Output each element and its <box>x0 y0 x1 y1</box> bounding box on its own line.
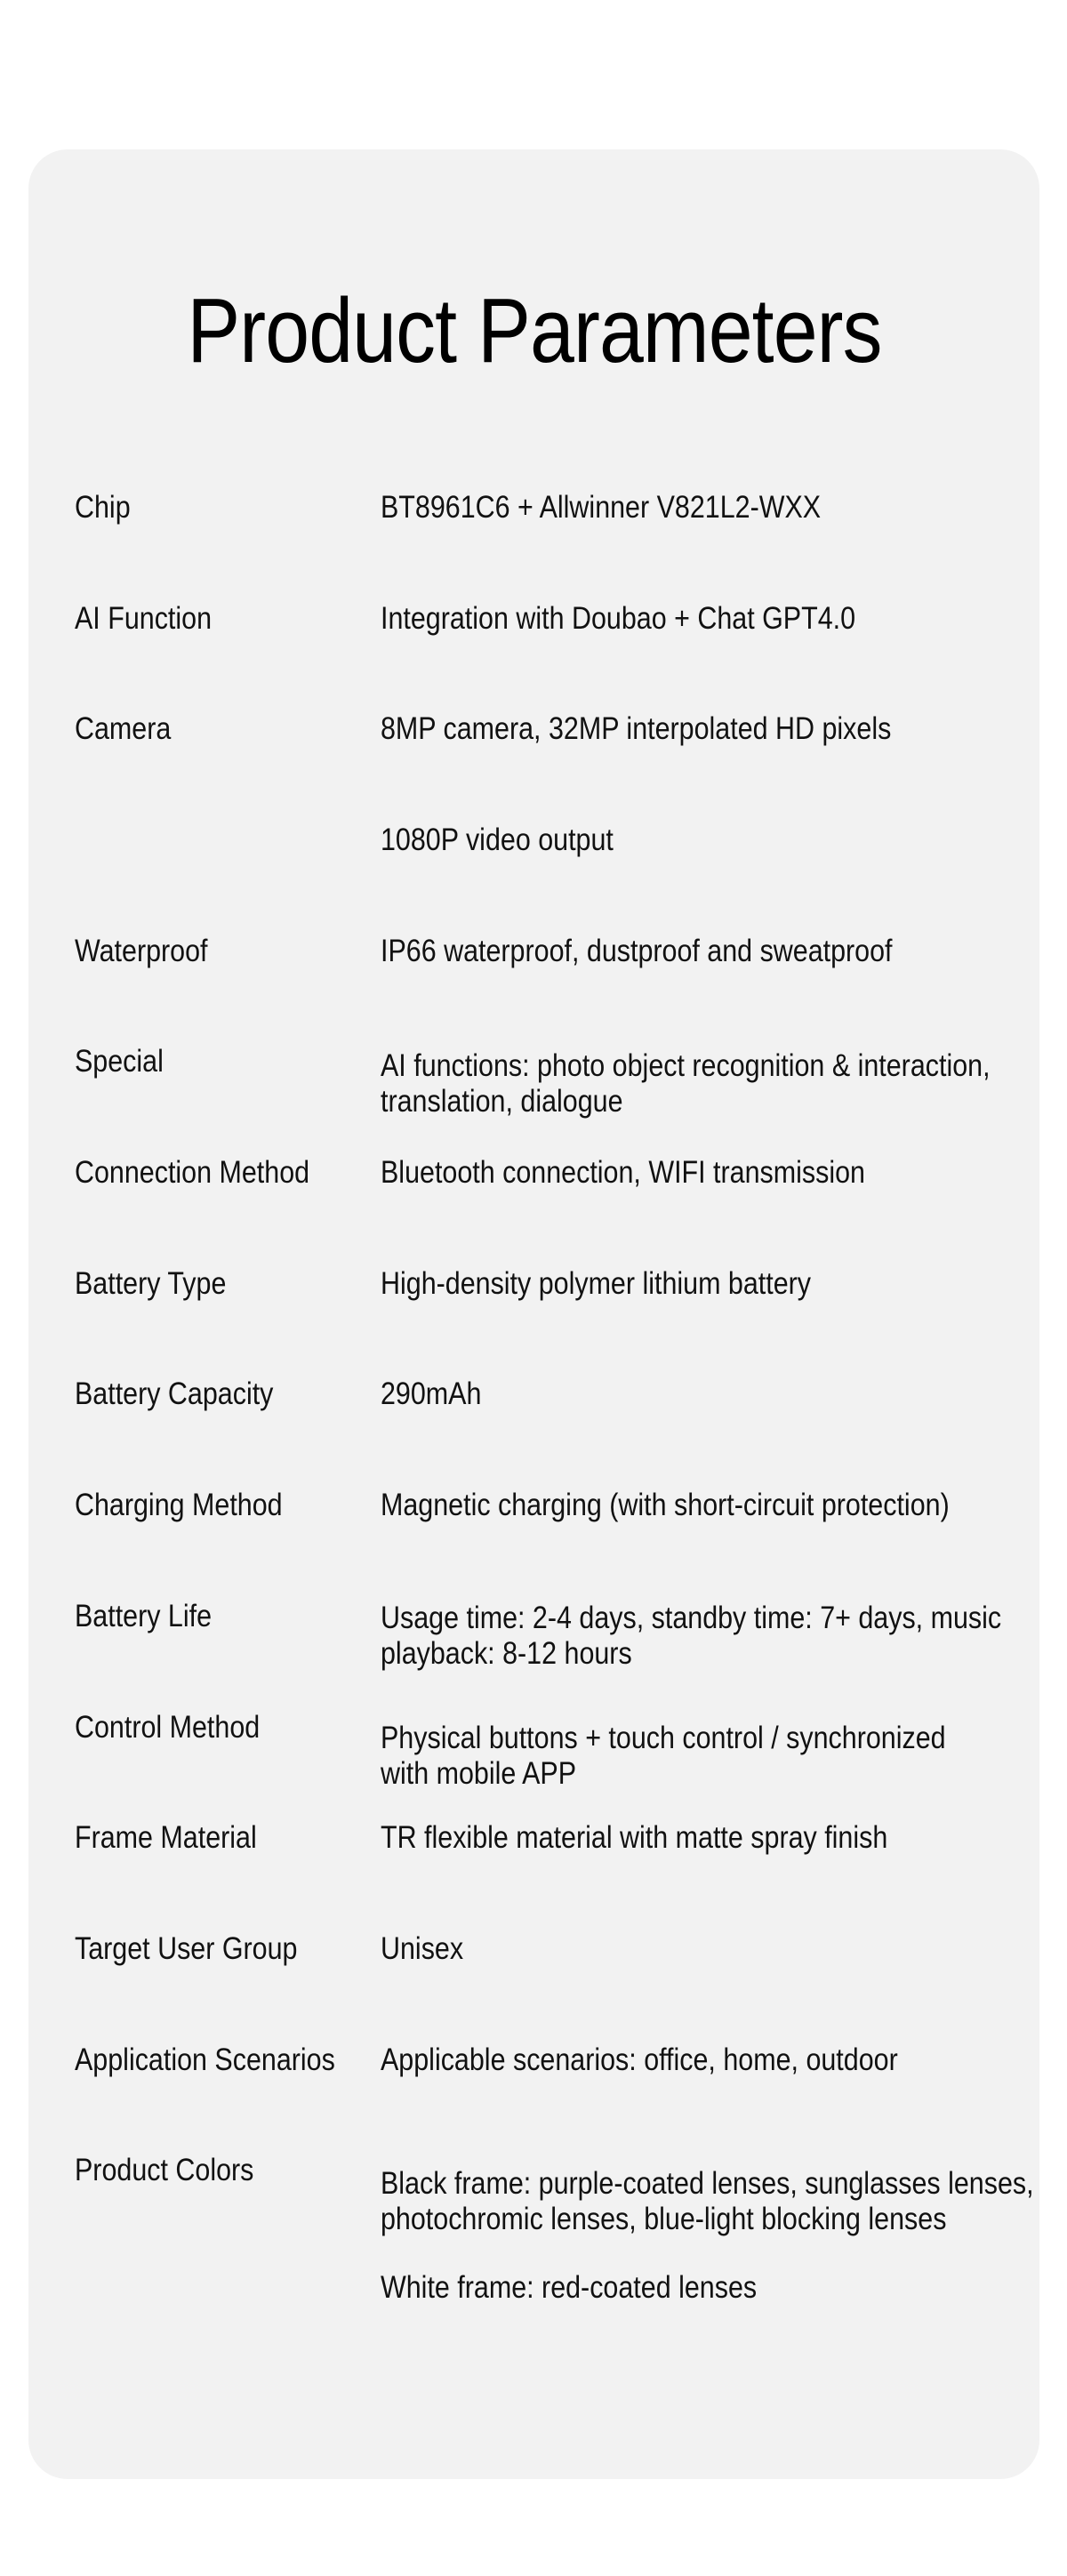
param-label-cell <box>75 711 185 747</box>
param-value <box>381 490 886 526</box>
param-value <box>381 1488 1034 1523</box>
param-value-text: 1080P video output <box>381 823 614 857</box>
param-value-line <box>381 1048 1067 1084</box>
param-label: Connection Method <box>75 1155 310 1190</box>
param-value-line <box>381 934 969 969</box>
param-value <box>381 1376 496 1412</box>
param-label: Control Method <box>75 1710 261 1745</box>
param-label-cell <box>75 601 232 637</box>
param-label: Battery Type <box>75 1266 227 1301</box>
param-label-cell <box>75 1599 232 1634</box>
param-value <box>381 823 648 858</box>
param-value <box>381 1048 1067 1119</box>
param-label-cell <box>75 2042 374 2078</box>
param-value <box>381 711 967 747</box>
param-value <box>381 601 927 637</box>
param-value-line <box>381 1155 937 1191</box>
param-label: Target User Group <box>75 1931 298 1966</box>
param-value-line <box>381 601 927 637</box>
param-label-cell <box>75 1376 303 1412</box>
param-label-cell <box>75 1931 331 1967</box>
param-value-line <box>381 1820 964 1856</box>
param-label: Special <box>75 1044 164 1079</box>
param-label-cell <box>75 1266 249 1302</box>
param-value <box>381 1931 476 1967</box>
param-label: Chip <box>75 490 131 525</box>
param-value-line <box>381 1931 476 1967</box>
param-label: AI Function <box>75 601 213 636</box>
param-value-text: BT8961C6 + Allwinner V821L2-WXX <box>381 490 822 525</box>
param-label: Application Scenarios <box>75 2042 335 2077</box>
param-value-text: Usage time: 2-4 days, standby time: 7+ days, music <box>381 1601 1002 1635</box>
param-label-cell <box>75 1044 177 1079</box>
param-value-text: 8MP camera, 32MP interpolated HD pixels <box>381 711 892 746</box>
param-label-cell <box>75 490 139 526</box>
param-value-line <box>381 1488 1034 1523</box>
param-value-text: Integration with Doubao + Chat GPT4.0 <box>381 601 856 636</box>
param-value-line <box>381 490 886 526</box>
param-value <box>381 1721 1031 1792</box>
param-value-text: AI functions: photo object recognition & interaction, <box>381 1048 991 1083</box>
param-label-cell <box>75 934 228 969</box>
param-value-line <box>381 1721 1031 1756</box>
param-value-text: Magnetic charging (with short-circuit protection) <box>381 1488 950 1522</box>
param-value-text: photochromic lenses, blue-light blocking lenses <box>381 2202 947 2236</box>
param-label: Waterproof <box>75 934 208 968</box>
param-value-line <box>381 1756 1031 1792</box>
param-value-text: playback: 8-12 hours <box>381 1636 632 1671</box>
param-value-line <box>381 1636 1067 1672</box>
param-value-line <box>381 1601 1067 1636</box>
param-value-text: Bluetooth connection, WIFI transmission <box>381 1155 865 1190</box>
param-label: Camera <box>75 711 172 746</box>
param-value-text: Applicable scenarios: office, home, outdoor <box>381 2042 898 2077</box>
param-value <box>381 2042 975 2078</box>
param-label: Charging Method <box>75 1488 283 1522</box>
page-title-text: Product Parameters <box>186 279 882 381</box>
param-value-text: High-density polymer lithium battery <box>381 1266 812 1301</box>
page-title <box>28 279 1039 381</box>
param-label: Product Colors <box>75 2153 254 2187</box>
param-value-line <box>381 711 967 747</box>
param-value <box>381 2166 1067 2306</box>
param-value-text: Unisex <box>381 1931 464 1966</box>
param-label-cell <box>75 2153 280 2188</box>
param-value-text: Physical buttons + touch control / synchronized <box>381 1721 946 1755</box>
param-value-text: with mobile APP <box>381 1756 577 1791</box>
param-value-line <box>381 823 648 858</box>
param-label: Frame Material <box>75 1820 257 1855</box>
param-label-cell <box>75 1820 284 1856</box>
param-value-text: IP66 waterproof, dustproof and sweatproof <box>381 934 893 968</box>
param-value-text: translation, dialogue <box>381 1084 623 1119</box>
param-value-line <box>381 1376 496 1412</box>
param-value <box>381 1601 1067 1672</box>
param-value-line <box>381 2042 975 2078</box>
param-value <box>381 1266 875 1302</box>
param-value-paragraph-2 <box>381 2270 1067 2306</box>
param-value-line <box>381 2202 1067 2237</box>
param-value-line <box>381 1266 875 1302</box>
param-value <box>381 934 969 969</box>
param-label-cell <box>75 1488 314 1523</box>
parameters-card <box>28 149 1039 2479</box>
param-label: Battery Life <box>75 1599 213 1633</box>
param-value-line <box>381 2166 1067 2202</box>
param-value-text: White frame: red-coated lenses <box>381 2270 758 2305</box>
param-value-text: Black frame: purple-coated lenses, sunglasses lenses, <box>381 2166 1034 2201</box>
param-label-cell <box>75 1710 287 1745</box>
param-value-text: 290mAh <box>381 1376 482 1411</box>
param-label-cell <box>75 1155 345 1191</box>
param-value <box>381 1155 937 1191</box>
param-value-line <box>381 2270 1067 2306</box>
param-value-text: TR flexible material with matte spray finish <box>381 1820 888 1855</box>
param-value-line <box>381 1084 1067 1119</box>
param-label: Battery Capacity <box>75 1376 274 1411</box>
param-value <box>381 1820 964 1856</box>
